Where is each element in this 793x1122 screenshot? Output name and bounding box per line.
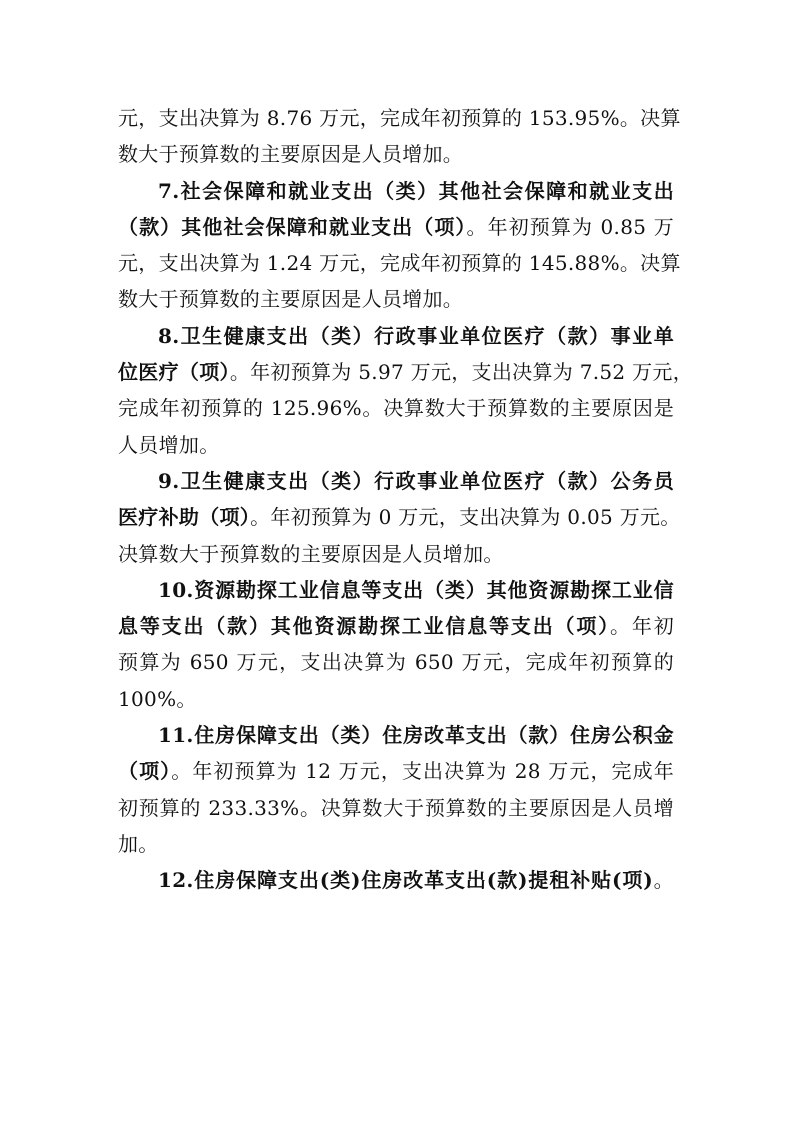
- section-heading-12: [118, 862, 674, 898]
- line-text: 完成年初预算的 125.96%。决算数大于预算数的主要原因是: [118, 396, 674, 421]
- line-text: 。: [653, 868, 674, 893]
- line-text: 。年初预算为 0 万元，支出决算为 0.05 万元。: [250, 505, 681, 530]
- heading-text: 12.住房保障支出(类)住房改革支出(款)提租补贴(项): [158, 868, 654, 893]
- text-line: [118, 100, 681, 136]
- text-line: [118, 499, 681, 535]
- text-line: [118, 281, 674, 317]
- line-text: 。年初: [610, 614, 675, 639]
- line-text: 人员增加。: [118, 432, 220, 457]
- text-line: [118, 390, 674, 426]
- heading-text: 7.社会保障和就业支出（类）其他社会保障和就业支出: [158, 178, 674, 203]
- line-text: 。年初预算为 5.97 万元，支出决算为 7.52 万元，: [229, 360, 694, 385]
- heading-text: （款）其他社会保障和就业支出（项）: [118, 214, 467, 239]
- line-text: 加。: [118, 831, 159, 856]
- heading-text: 8.卫生健康支出（类）行政事业单位医疗（款）事业单: [158, 323, 674, 348]
- heading-text: 9.卫生健康支出（类）行政事业单位医疗（款）公务员: [158, 468, 674, 493]
- heading-text: 医疗补助（项）: [118, 505, 251, 530]
- section-heading-10: [118, 572, 674, 608]
- heading-text: 11.住房保障支出（类）住房改革支出（款）住房公积金: [158, 723, 674, 748]
- section-heading-8: [118, 318, 674, 354]
- heading-text: 位医疗（项）: [118, 360, 230, 385]
- line-text: 决算数大于预算数的主要原因是人员增加。: [118, 541, 504, 566]
- line-text: 元，支出决算为 1.24 万元，完成年初预算的 145.88%。决算: [118, 251, 681, 276]
- document-page: [118, 100, 694, 899]
- text-line: [118, 245, 681, 281]
- line-text: 100%。: [118, 686, 197, 711]
- heading-text: 10.资源勘探工业信息等支出（类）其他资源勘探工业信: [158, 577, 674, 602]
- heading-text: （项）: [118, 759, 172, 784]
- line-text: 数大于预算数的主要原因是人员增加。: [118, 142, 464, 167]
- text-line: [118, 136, 674, 172]
- line-text: 预算为 650 万元，支出决算为 650 万元，完成年初预算的: [118, 650, 674, 675]
- text-line: [118, 644, 674, 680]
- text-line: [118, 354, 694, 390]
- text-line: [118, 209, 674, 245]
- text-line: [118, 427, 674, 463]
- line-text: 数大于预算数的主要原因是人员增加。: [118, 287, 464, 312]
- heading-text: 息等支出（款）其他资源勘探工业信息等支出（项）: [118, 614, 611, 639]
- text-line: [118, 753, 674, 789]
- section-heading-11: [118, 717, 674, 753]
- line-text: 初预算的 233.33%。决算数大于预算数的主要原因是人员增: [118, 795, 674, 820]
- text-line: [118, 681, 674, 717]
- line-text: 。年初预算为 0.85 万: [466, 214, 674, 239]
- text-line: [118, 826, 674, 862]
- text-line: [118, 608, 674, 644]
- line-text: 。年初预算为 12 万元，支出决算为 28 万元，完成年: [171, 759, 674, 784]
- section-heading-9: [118, 463, 674, 499]
- text-line: [118, 790, 674, 826]
- text-line: [118, 536, 674, 572]
- line-text: 元，支出决算为 8.76 万元，完成年初预算的 153.95%。决算: [118, 106, 681, 130]
- section-heading-7: [118, 173, 674, 209]
